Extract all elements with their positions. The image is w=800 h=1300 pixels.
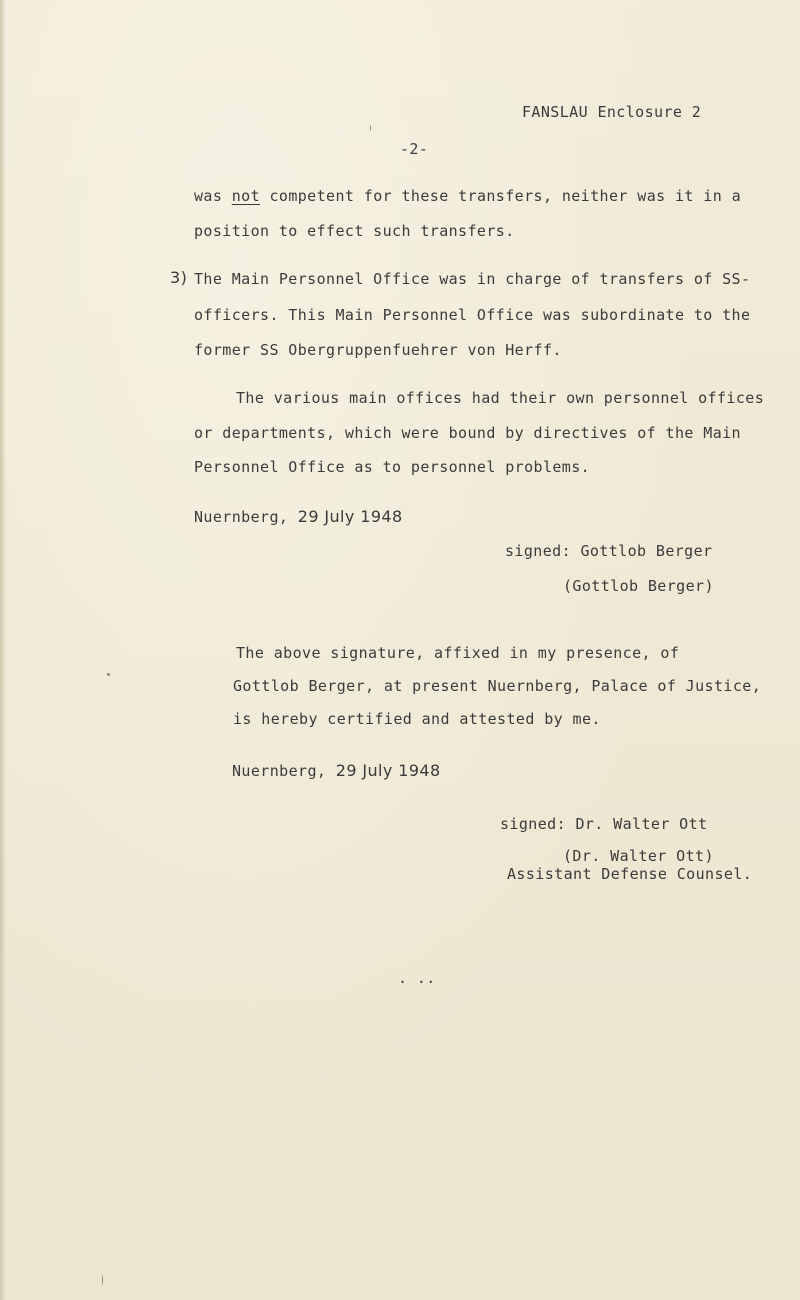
enclosure-reference: FANSLAU Enclosure 2 [522,103,702,121]
place-date-2 [232,761,441,781]
place-2: Nuernberg, [232,762,336,780]
para2-line2: or departments, which were bound by directives of the Main [194,424,741,442]
page-number: -2- [400,140,429,158]
certification-line3: is hereby certified and attested by me. [233,710,601,728]
emphasis-not: not [231,187,261,205]
paper-edge-shadow [0,0,6,1300]
place-date-1 [194,507,403,527]
item-number-3: 3) [170,268,188,287]
para2-line1: The various main offices had their own personnel offices [236,389,765,407]
title-ott: Assistant Defense Counsel. [507,865,753,883]
handwritten-date-1: 29 July 1948 [297,507,403,526]
item3-line3: former SS Obergruppenfuehrer von Herff. [194,341,562,359]
name-ott: (Dr. Walter Ott) [563,847,714,865]
para1-line2: position to effect such transfers. [194,222,515,240]
place-1: Nuernberg, [194,508,298,526]
para1-line1-pre: was [194,187,232,205]
paper-speck [107,673,110,676]
item3-line1: The Main Personnel Office was in charge of transfers of SS- [194,270,751,288]
certification-line2: Gottlob Berger, at present Nuernberg, Palace of Justice, [233,677,762,695]
certification-line1: The above signature, affixed in my presence, of [236,644,680,662]
signed-berger: signed: Gottlob Berger [505,542,713,560]
item3-line2: officers. This Main Personnel Office was subordinate to the [194,306,751,324]
para2-line3: Personnel Office as to personnel problems. [194,458,591,476]
para1-line1 [194,186,741,206]
paper-speck [370,125,371,131]
paper-speck [102,1275,103,1285]
signed-ott: signed: Dr. Walter Ott [500,815,708,833]
footer-marks: . .. [398,969,436,987]
para1-line1-post: competent for these transfers, neither was it in a [260,187,741,205]
handwritten-date-2: 29 July 1948 [335,761,441,780]
name-berger: (Gottlob Berger) [563,577,714,595]
